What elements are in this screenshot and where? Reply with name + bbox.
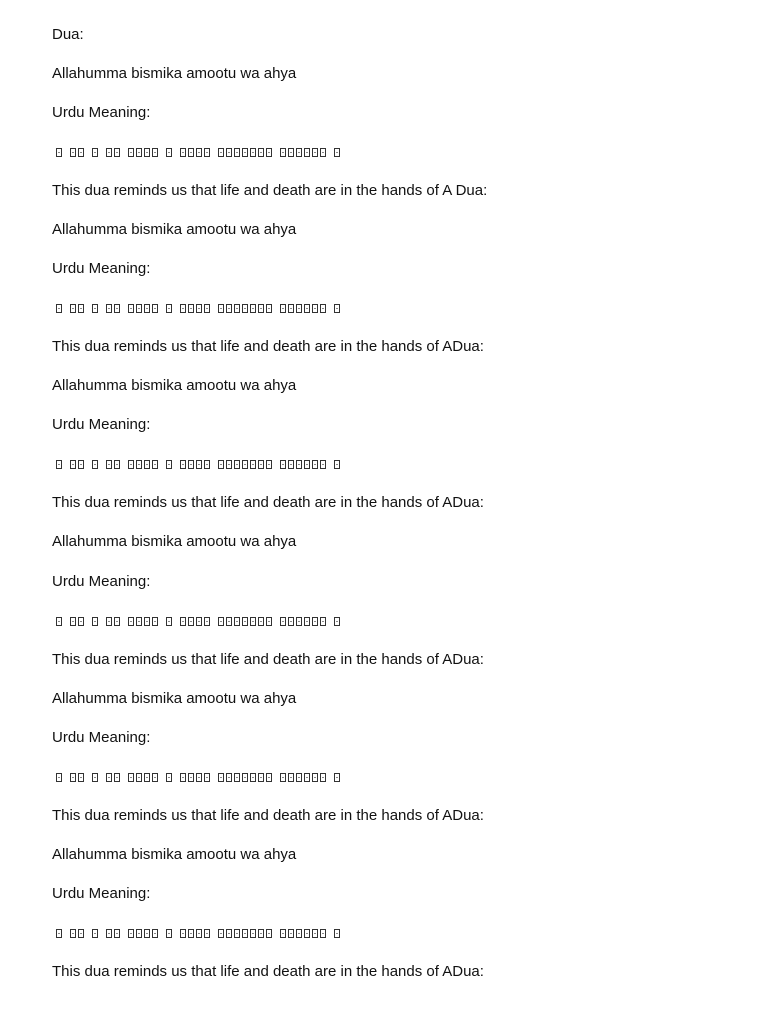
- missing-glyph-box: [320, 148, 326, 157]
- missing-glyph-box: [296, 148, 302, 157]
- missing-glyph-box: [78, 304, 84, 313]
- missing-glyph-box: [144, 304, 150, 313]
- missing-glyph-box: [218, 304, 224, 313]
- missing-glyph-box: [258, 617, 264, 626]
- reminder-line: This dua reminds us that life and death are in the hands of A Dua:: [52, 182, 488, 199]
- missing-glyph-box: [56, 617, 62, 626]
- missing-glyph-box: [288, 148, 294, 157]
- missing-glyph-box: [280, 460, 286, 469]
- missing-glyph-box: [320, 773, 326, 782]
- missing-glyph-box: [136, 304, 142, 313]
- missing-glyph-box: [242, 460, 248, 469]
- missing-glyph-box: [152, 304, 158, 313]
- missing-glyph-box: [144, 929, 150, 938]
- reminder-line: This dua reminds us that life and death are in the hands of ADua:: [52, 338, 484, 355]
- missing-glyph-box: [106, 929, 112, 938]
- missing-glyph-box: [218, 460, 224, 469]
- missing-glyph-box: [188, 929, 194, 938]
- missing-glyph-box: [250, 460, 256, 469]
- missing-glyph-box: [188, 304, 194, 313]
- missing-glyph-box: [226, 460, 232, 469]
- missing-glyph-box: [106, 460, 112, 469]
- missing-glyph-box: [180, 460, 186, 469]
- missing-glyph-box: [288, 617, 294, 626]
- missing-glyph-box: [114, 304, 120, 313]
- missing-glyph-box: [92, 773, 98, 782]
- missing-glyph-box: [304, 460, 310, 469]
- missing-glyph-box: [92, 148, 98, 157]
- missing-glyph-box: [114, 460, 120, 469]
- missing-glyph-box: [234, 617, 240, 626]
- transliteration-line: Allahumma bismika amootu wa ahya: [52, 65, 297, 82]
- missing-glyph-box: [180, 617, 186, 626]
- transliteration-line: Allahumma bismika amootu wa ahya: [52, 221, 297, 238]
- missing-glyph-box: [312, 929, 318, 938]
- missing-glyph-box: [226, 773, 232, 782]
- missing-glyph-box: [320, 460, 326, 469]
- missing-glyph-box: [128, 773, 134, 782]
- missing-glyph-box: [250, 148, 256, 157]
- missing-glyph-box: [106, 617, 112, 626]
- missing-glyph-box: [180, 773, 186, 782]
- missing-glyph-box: [144, 460, 150, 469]
- missing-glyph-box: [128, 460, 134, 469]
- missing-glyph-box: [196, 148, 202, 157]
- missing-glyph-box: [296, 773, 302, 782]
- missing-glyph-box: [334, 617, 340, 626]
- missing-glyph-box: [242, 773, 248, 782]
- missing-glyph-box: [128, 148, 134, 157]
- missing-glyph-box: [144, 617, 150, 626]
- missing-glyph-box: [226, 929, 232, 938]
- missing-glyph-box: [166, 148, 172, 157]
- missing-glyph-box: [280, 773, 286, 782]
- missing-glyph-box: [144, 773, 150, 782]
- missing-glyph-box: [106, 304, 112, 313]
- missing-glyph-box: [204, 460, 210, 469]
- missing-glyph-box: [78, 617, 84, 626]
- missing-glyph-box: [128, 617, 134, 626]
- missing-glyph-box: [70, 929, 76, 938]
- missing-glyph-box: [334, 304, 340, 313]
- missing-glyph-box: [166, 460, 172, 469]
- urdu-text-missing-glyphs: [56, 454, 342, 474]
- urdu-meaning-label: Urdu Meaning:: [52, 729, 151, 746]
- missing-glyph-box: [166, 617, 172, 626]
- missing-glyph-box: [266, 304, 272, 313]
- transliteration-line: Allahumma bismika amootu wa ahya: [52, 690, 297, 707]
- missing-glyph-box: [234, 773, 240, 782]
- missing-glyph-box: [234, 460, 240, 469]
- missing-glyph-box: [258, 304, 264, 313]
- missing-glyph-box: [334, 773, 340, 782]
- missing-glyph-box: [70, 148, 76, 157]
- missing-glyph-box: [334, 460, 340, 469]
- missing-glyph-box: [92, 617, 98, 626]
- missing-glyph-box: [114, 148, 120, 157]
- missing-glyph-box: [288, 773, 294, 782]
- missing-glyph-box: [56, 304, 62, 313]
- missing-glyph-box: [242, 148, 248, 157]
- missing-glyph-box: [266, 460, 272, 469]
- transliteration-line: Allahumma bismika amootu wa ahya: [52, 846, 297, 863]
- missing-glyph-box: [166, 304, 172, 313]
- missing-glyph-box: [144, 148, 150, 157]
- missing-glyph-box: [250, 617, 256, 626]
- missing-glyph-box: [250, 929, 256, 938]
- missing-glyph-box: [152, 460, 158, 469]
- missing-glyph-box: [204, 148, 210, 157]
- missing-glyph-box: [218, 617, 224, 626]
- missing-glyph-box: [70, 617, 76, 626]
- urdu-meaning-label: Urdu Meaning:: [52, 260, 151, 277]
- missing-glyph-box: [136, 773, 142, 782]
- missing-glyph-box: [196, 304, 202, 313]
- missing-glyph-box: [136, 929, 142, 938]
- missing-glyph-box: [296, 460, 302, 469]
- missing-glyph-box: [56, 460, 62, 469]
- missing-glyph-box: [280, 148, 286, 157]
- urdu-text-missing-glyphs: [56, 923, 342, 943]
- missing-glyph-box: [304, 929, 310, 938]
- missing-glyph-box: [152, 617, 158, 626]
- missing-glyph-box: [288, 304, 294, 313]
- missing-glyph-box: [296, 929, 302, 938]
- missing-glyph-box: [218, 773, 224, 782]
- missing-glyph-box: [296, 617, 302, 626]
- missing-glyph-box: [70, 460, 76, 469]
- missing-glyph-box: [136, 148, 142, 157]
- missing-glyph-box: [106, 148, 112, 157]
- missing-glyph-box: [196, 929, 202, 938]
- missing-glyph-box: [312, 148, 318, 157]
- missing-glyph-box: [70, 773, 76, 782]
- missing-glyph-box: [196, 773, 202, 782]
- missing-glyph-box: [280, 304, 286, 313]
- missing-glyph-box: [114, 617, 120, 626]
- missing-glyph-box: [242, 304, 248, 313]
- missing-glyph-box: [204, 304, 210, 313]
- missing-glyph-box: [258, 773, 264, 782]
- missing-glyph-box: [114, 929, 120, 938]
- missing-glyph-box: [56, 148, 62, 157]
- missing-glyph-box: [56, 773, 62, 782]
- missing-glyph-box: [226, 617, 232, 626]
- transliteration-line: Allahumma bismika amootu wa ahya: [52, 533, 297, 550]
- missing-glyph-box: [226, 304, 232, 313]
- missing-glyph-box: [234, 304, 240, 313]
- missing-glyph-box: [136, 617, 142, 626]
- missing-glyph-box: [234, 929, 240, 938]
- missing-glyph-box: [304, 773, 310, 782]
- missing-glyph-box: [296, 304, 302, 313]
- missing-glyph-box: [92, 304, 98, 313]
- missing-glyph-box: [218, 148, 224, 157]
- missing-glyph-box: [334, 929, 340, 938]
- missing-glyph-box: [180, 148, 186, 157]
- missing-glyph-box: [166, 929, 172, 938]
- missing-glyph-box: [188, 617, 194, 626]
- missing-glyph-box: [204, 617, 210, 626]
- missing-glyph-box: [312, 773, 318, 782]
- urdu-text-missing-glyphs: [56, 611, 342, 631]
- missing-glyph-box: [106, 773, 112, 782]
- missing-glyph-box: [196, 460, 202, 469]
- missing-glyph-box: [204, 773, 210, 782]
- missing-glyph-box: [188, 148, 194, 157]
- missing-glyph-box: [320, 929, 326, 938]
- urdu-meaning-label: Urdu Meaning:: [52, 416, 151, 433]
- missing-glyph-box: [312, 460, 318, 469]
- missing-glyph-box: [250, 773, 256, 782]
- missing-glyph-box: [266, 617, 272, 626]
- missing-glyph-box: [166, 773, 172, 782]
- missing-glyph-box: [152, 773, 158, 782]
- urdu-text-missing-glyphs: [56, 298, 342, 318]
- missing-glyph-box: [320, 304, 326, 313]
- missing-glyph-box: [78, 148, 84, 157]
- missing-glyph-box: [92, 460, 98, 469]
- missing-glyph-box: [196, 617, 202, 626]
- missing-glyph-box: [312, 304, 318, 313]
- missing-glyph-box: [280, 929, 286, 938]
- missing-glyph-box: [78, 929, 84, 938]
- urdu-meaning-label: Urdu Meaning:: [52, 104, 151, 121]
- missing-glyph-box: [304, 304, 310, 313]
- urdu-text-missing-glyphs: [56, 767, 342, 787]
- missing-glyph-box: [234, 148, 240, 157]
- missing-glyph-box: [128, 304, 134, 313]
- missing-glyph-box: [242, 617, 248, 626]
- missing-glyph-box: [152, 148, 158, 157]
- missing-glyph-box: [218, 929, 224, 938]
- missing-glyph-box: [180, 304, 186, 313]
- missing-glyph-box: [304, 617, 310, 626]
- missing-glyph-box: [258, 148, 264, 157]
- missing-glyph-box: [334, 148, 340, 157]
- missing-glyph-box: [258, 460, 264, 469]
- missing-glyph-box: [288, 460, 294, 469]
- missing-glyph-box: [56, 929, 62, 938]
- missing-glyph-box: [114, 773, 120, 782]
- missing-glyph-box: [78, 773, 84, 782]
- missing-glyph-box: [258, 929, 264, 938]
- reminder-line: This dua reminds us that life and death are in the hands of ADua:: [52, 807, 484, 824]
- missing-glyph-box: [242, 929, 248, 938]
- missing-glyph-box: [128, 929, 134, 938]
- missing-glyph-box: [250, 304, 256, 313]
- missing-glyph-box: [226, 148, 232, 157]
- missing-glyph-box: [188, 773, 194, 782]
- missing-glyph-box: [266, 148, 272, 157]
- missing-glyph-box: [266, 929, 272, 938]
- missing-glyph-box: [92, 929, 98, 938]
- missing-glyph-box: [152, 929, 158, 938]
- reminder-line: This dua reminds us that life and death are in the hands of ADua:: [52, 494, 484, 511]
- missing-glyph-box: [266, 773, 272, 782]
- missing-glyph-box: [280, 617, 286, 626]
- missing-glyph-box: [304, 148, 310, 157]
- reminder-line: This dua reminds us that life and death are in the hands of ADua:: [52, 963, 484, 980]
- dua-label: Dua:: [52, 26, 84, 43]
- missing-glyph-box: [188, 460, 194, 469]
- missing-glyph-box: [320, 617, 326, 626]
- urdu-meaning-label: Urdu Meaning:: [52, 885, 151, 902]
- missing-glyph-box: [204, 929, 210, 938]
- reminder-line: This dua reminds us that life and death are in the hands of ADua:: [52, 651, 484, 668]
- transliteration-line: Allahumma bismika amootu wa ahya: [52, 377, 297, 394]
- urdu-text-missing-glyphs: [56, 142, 342, 162]
- missing-glyph-box: [288, 929, 294, 938]
- missing-glyph-box: [312, 617, 318, 626]
- missing-glyph-box: [70, 304, 76, 313]
- missing-glyph-box: [136, 460, 142, 469]
- missing-glyph-box: [78, 460, 84, 469]
- urdu-meaning-label: Urdu Meaning:: [52, 573, 151, 590]
- missing-glyph-box: [180, 929, 186, 938]
